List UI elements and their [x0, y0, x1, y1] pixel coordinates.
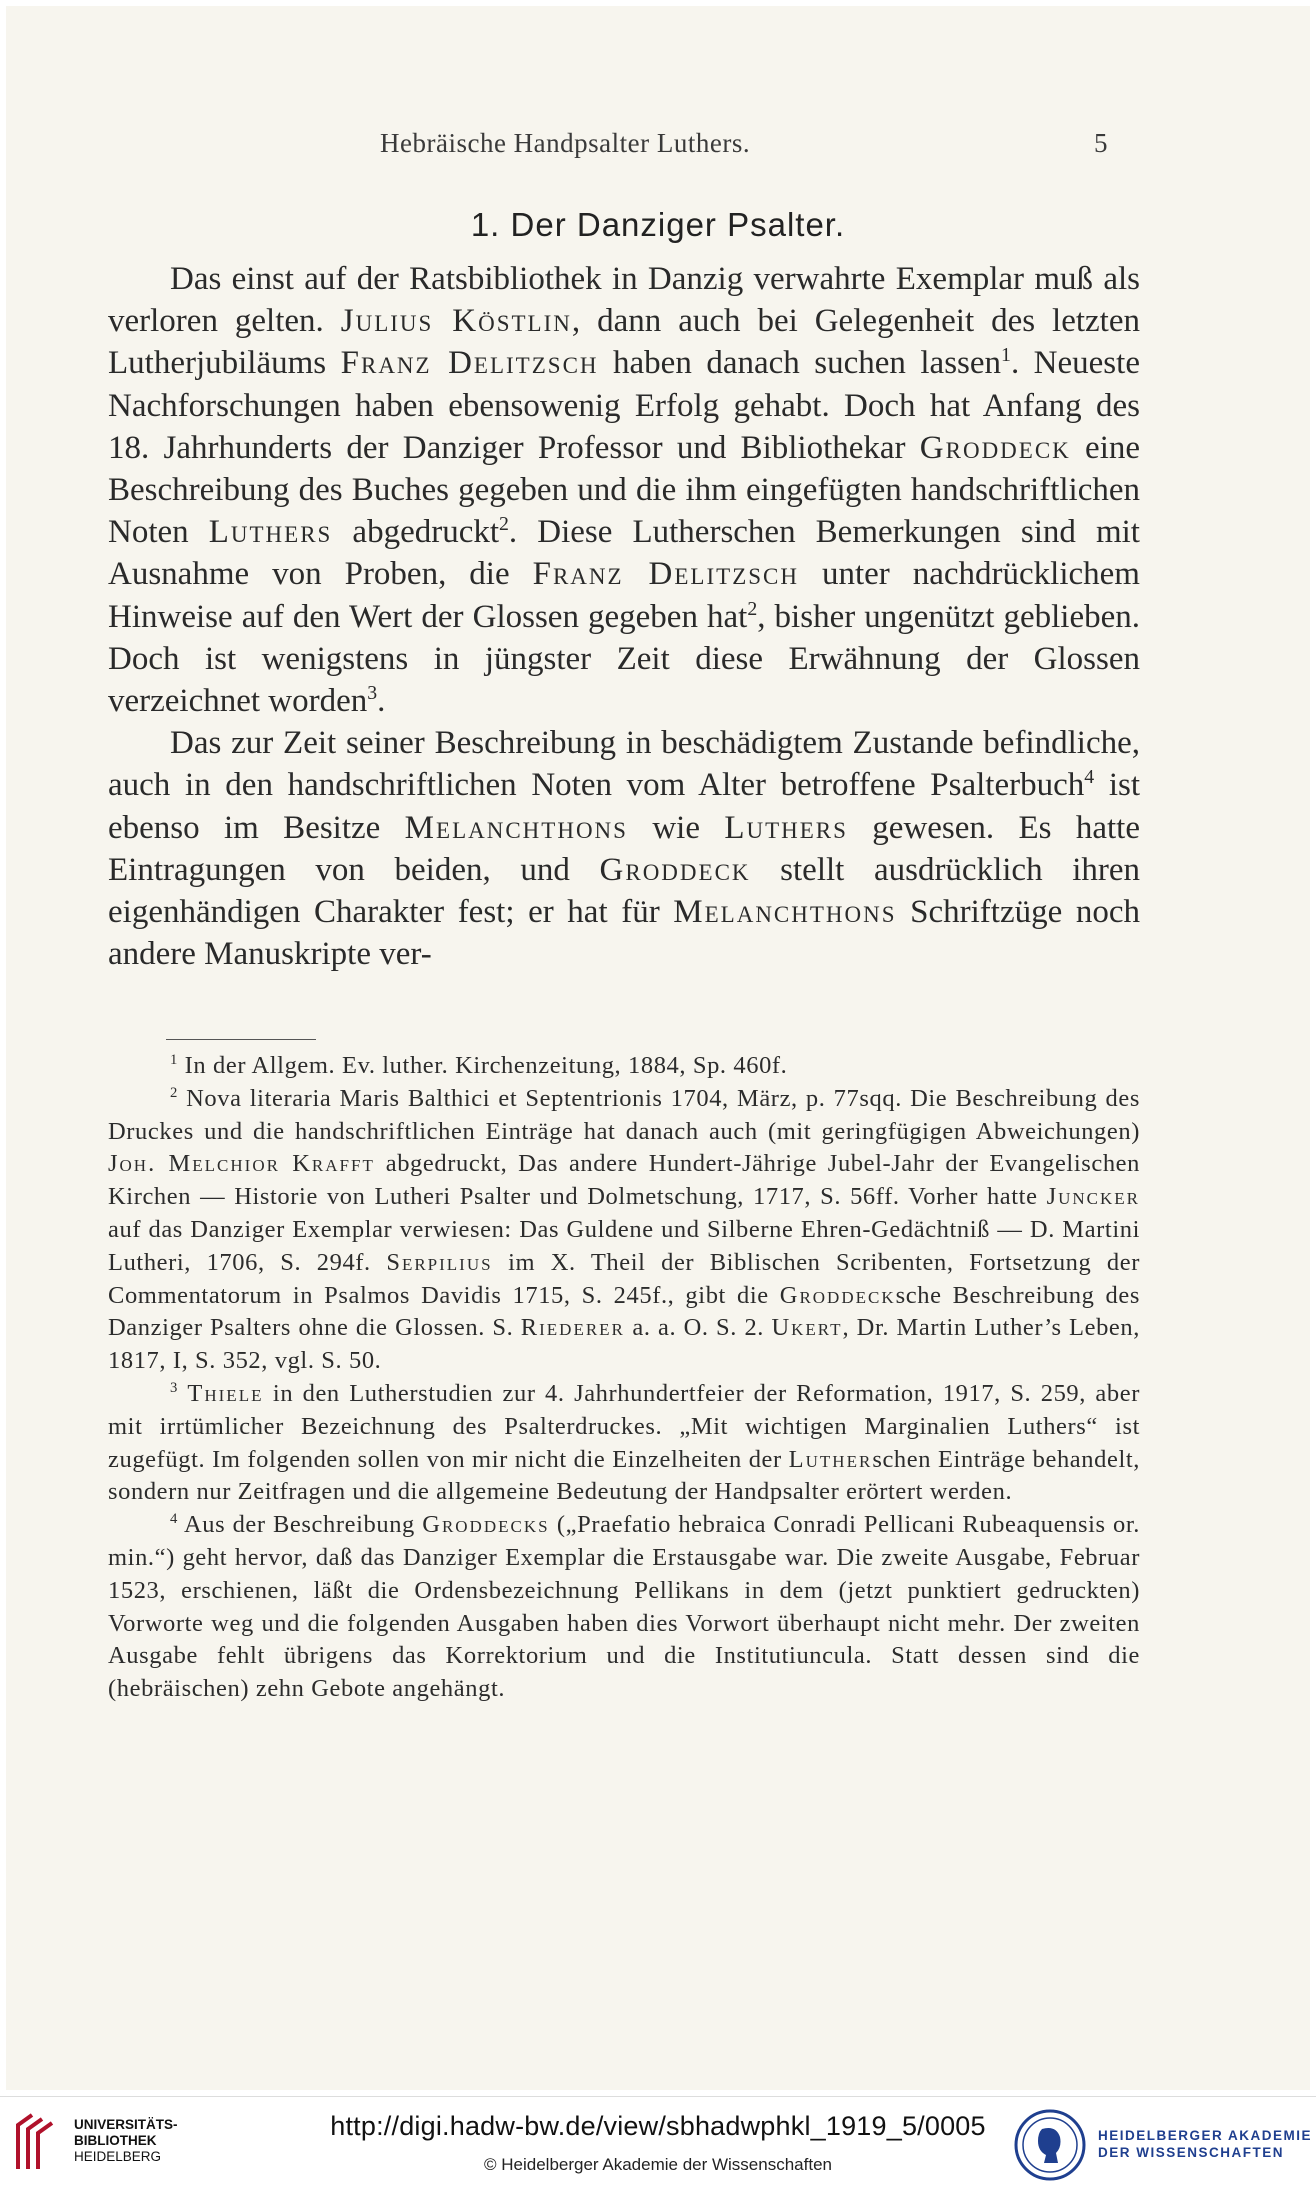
- footnote-marker: 1: [170, 1051, 178, 1068]
- footnote-ref: 4: [1084, 766, 1095, 789]
- author-name: Juncker: [1046, 1183, 1140, 1211]
- author-name: Serpilius: [386, 1248, 493, 1276]
- footnotes: [108, 1050, 1140, 1706]
- running-head: [6, 128, 1310, 168]
- running-head-title: Hebräische Handpsalter Luthers.: [380, 128, 751, 158]
- text-run: . Diese Lutherschen Bemerkungen sind mit Ausnahme von Proben, die: [108, 514, 1140, 593]
- text-run: Das zur Zeit seiner Beschreibung in beschädigtem Zustande befindliche, auch in den handschriftlichen Noten vom Alter betroffene Psalterbuch: [108, 725, 1140, 804]
- text-run: , bisher ungenützt geblieben. Doch ist wenigstens in jüngster Zeit diese Erwähnung der Glossen verzeichnet worden: [108, 598, 1140, 720]
- permalink-url[interactable]: http://digi.hadw-bw.de/view/sbhadwphkl_1919_5/0005: [330, 2111, 986, 2141]
- text-run: . Neueste Nachforschungen haben ebensowenig Erfolg gehabt. Doch hat Anfang des 18. Jahrhunderts der Danziger Professor und Bibliothekar: [108, 345, 1140, 466]
- footnote-marker: 2: [170, 1084, 178, 1101]
- author-name: Franz Delitzsch: [340, 345, 599, 382]
- library-name-line: HEIDELBERG: [74, 2149, 162, 2164]
- text-run: Das einst auf der Ratsbibliothek in Danzig verwahrte Exemplar muß als verloren gelten.: [108, 261, 1140, 340]
- author-name: Riederer: [520, 1314, 625, 1342]
- text-run: haben danach suchen lassen: [598, 345, 1002, 382]
- footnote-ref: 1: [1001, 344, 1011, 367]
- text-run: , Dr. Martin Luther’s Leben, 1817, I, S. 352, vgl. S. 50.: [108, 1314, 1140, 1375]
- author-name: Ukert: [771, 1314, 843, 1342]
- footnote-ref: 2: [499, 513, 509, 536]
- body-text: [108, 258, 1140, 975]
- library-name-line: UNIVERSITÄTS-: [74, 2117, 178, 2132]
- footnote-marker: 3: [170, 1379, 178, 1396]
- text-run: („Praefatio hebraica Conradi Pellicani Rubeaquensis or. min.“) geht hervor, daß das Danziger Exemplar die Erstausgabe war. Die zweite Ausgabe, Februar 1523, erschienen, läßt die Ordensbezeichnung Pellikans in dem (jetzt punktiert gedruckten) Vorworte weg und die folgenden Ausgaben haben dies Vorwort überhaupt nicht mehr. Der zweiten Ausgabe fehlt übrigens das Korrektorium und die Institutiuncula. Statt dessen sind die (hebräischen) zehn Gebote angehängt.: [108, 1511, 1140, 1703]
- author-name: Franz Delitzsch: [532, 556, 799, 593]
- author-name: Melanchthons: [673, 894, 897, 931]
- author-name: Groddeck: [919, 429, 1071, 466]
- academy-name-line: DER WISSENSCHAFTEN: [1098, 2145, 1285, 2160]
- footnote-ref: 3: [367, 682, 378, 705]
- scanned-page: [6, 6, 1310, 2090]
- text-run: auf das Danziger Exemplar verwiesen: Das Guldene und Silberne Ehren-Gedächtniß — D. Martini Lutheri, 1706, S. 294f.: [108, 1215, 1140, 1276]
- academy-name-line: HEIDELBERGER AKADEMIE: [1098, 2128, 1313, 2143]
- page-number: 5: [1094, 128, 1108, 158]
- author-name: Luthers: [208, 514, 333, 551]
- author-name: Groddecks: [422, 1511, 550, 1539]
- body-paragraph-1: [108, 258, 1140, 722]
- text-run: a. a. O. S. 2.: [624, 1314, 772, 1342]
- author-name: Groddeck: [599, 851, 751, 888]
- author-name: Joh. Melchior Krafft: [108, 1150, 375, 1178]
- text-run: Schriftzüge noch andere Manuskripte ver-: [108, 894, 1140, 973]
- author-name: Thiele: [187, 1379, 264, 1407]
- text-run: [178, 1380, 187, 1407]
- academy-name: [1098, 2127, 1312, 2161]
- author-name: Groddeck: [779, 1281, 896, 1309]
- text-run: In der Allgem. Ev. luther. Kirchenzeitung, 1884, Sp. 460f.: [177, 1052, 788, 1079]
- text-run: abgedruckt, Das andere Hundert-Jährige Jubel-Jahr der Evangelischen Kirchen — Historie von Lutheri Psalter und Dolmetschung, 1717, S. 56ff. Vorher hatte: [108, 1150, 1141, 1211]
- library-name-line: BIBLIOTHEK: [74, 2133, 157, 2148]
- body-paragraph-2: [108, 722, 1140, 975]
- text-run: ist ebenso im Besitze: [108, 767, 1141, 846]
- text-run: in den Lutherstudien zur 4. Jahrhundertfeier der Reformation, 1917, S. 259, aber mit irrtümlicher Bezeichnung des Psalterdruckes. „Mit wichtigen Marginalien Luthers“ ist zugefügt. Im folgenden sollen von mir nicht die Einzelheiten der: [108, 1379, 1140, 1473]
- footnote-3: [108, 1378, 1140, 1509]
- author-name: Julius Köstlin: [340, 303, 572, 340]
- text-run: , dann auch bei Gelegenheit des letzten Lutherjubiläums: [108, 303, 1140, 382]
- footnote-divider: [166, 1039, 316, 1040]
- text-run: im X. Theil der Biblischen Scribenten, Fortsetzung der Commentatorum in Psalmos Davidis 1715, S. 245f., gibt die: [108, 1248, 1141, 1309]
- academy-seal-icon: [1012, 2107, 1088, 2183]
- text-run: abgedruckt: [332, 514, 500, 551]
- text-run: stellt ausdrücklich ihren eigenhändigen Charakter fest; er hat für: [108, 851, 1140, 931]
- author-name: Luthers: [724, 809, 848, 846]
- footnote-1: [108, 1050, 1140, 1083]
- text-run: schen Einträge behandelt, sondern nur Zeitfragen und die allgemeine Bedeutung der Handpsalter erörtert werden.: [108, 1445, 1140, 1506]
- section-title: 1. Der Danziger Psalter.: [470, 206, 846, 243]
- footnote-ref: 2: [747, 597, 758, 620]
- text-run: eine Beschreibung des Buches gegeben und die ihm eingefügten handschriftlichen Noten: [108, 429, 1141, 551]
- footnote-marker: 4: [170, 1511, 178, 1527]
- footnote-2: [108, 1083, 1140, 1378]
- footnote-4: [108, 1509, 1140, 1706]
- text-run: unter nachdrücklichem Hinweise auf den Wert der Glossen gegeben hat: [108, 556, 1140, 635]
- text-run: gewesen. Es hatte Eintragungen von beiden, und: [108, 809, 1140, 888]
- text-run: sche Beschreibung des Danziger Psalters ohne die Glossen. S.: [108, 1281, 1140, 1342]
- author-name: Luther: [788, 1445, 873, 1473]
- text-run: Aus der Beschreibung: [177, 1511, 423, 1539]
- text-run: wie: [627, 809, 725, 846]
- text-run: Nova literaria Maris Balthici et Septentrionis 1704, März, p. 77sqq. Die Beschreibung des Druckes und die handschriftlichen Einträge hat danach auch (mit geringfügigen Abweichungen): [108, 1084, 1140, 1145]
- copyright-notice: © Heidelberger Akademie der Wissenschaften: [484, 2155, 832, 2174]
- author-name: Melanchthons: [404, 809, 628, 846]
- viewer-footer: [0, 2096, 1316, 2190]
- text-run: .: [377, 683, 386, 720]
